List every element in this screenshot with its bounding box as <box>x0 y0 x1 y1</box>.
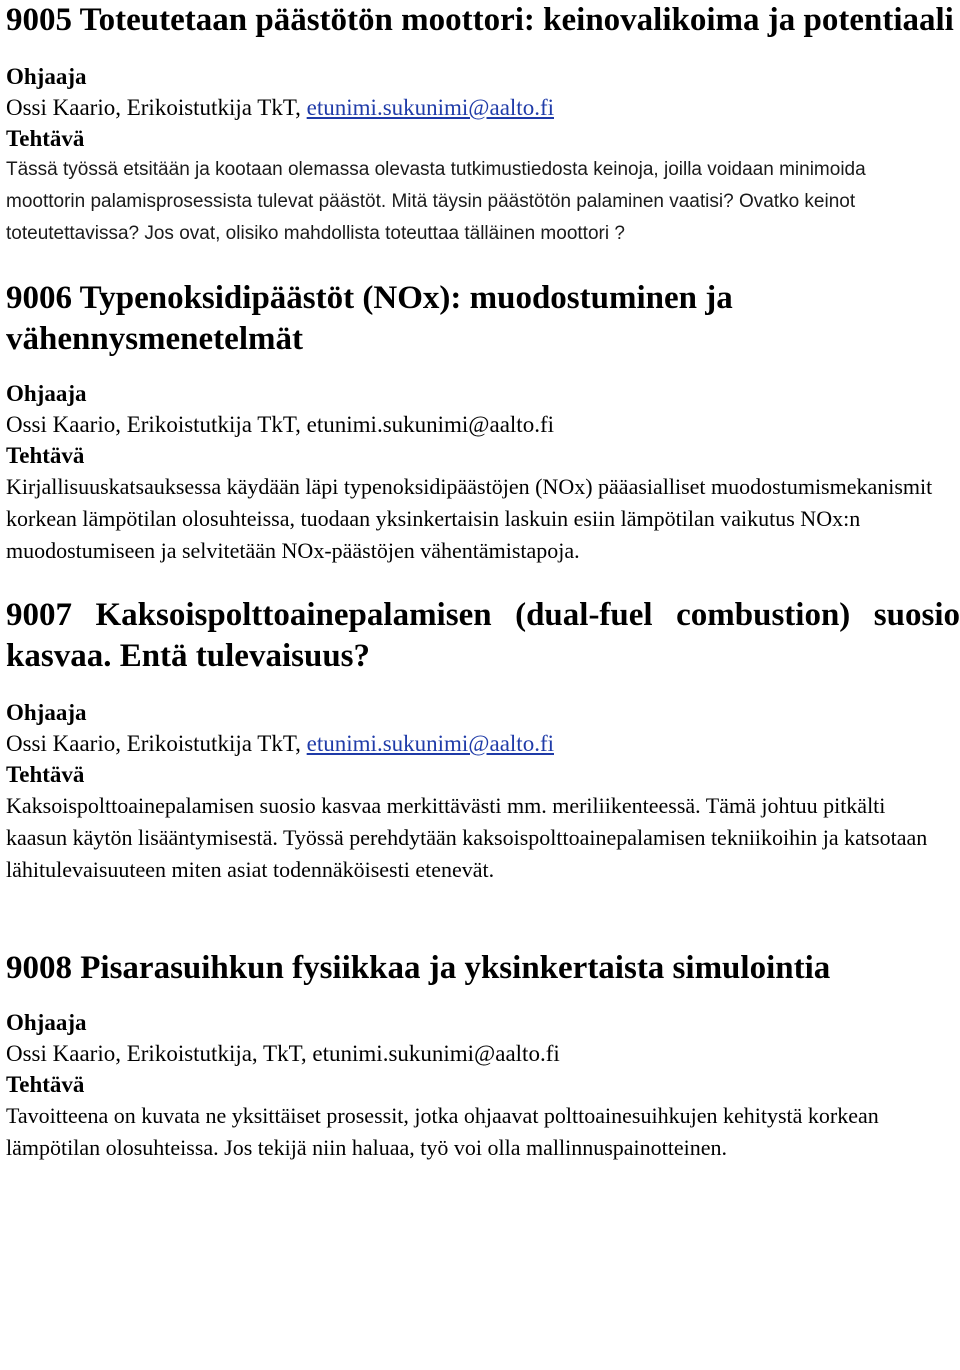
project-9007 <box>6 595 960 886</box>
supervisor-name: Ossi Kaario, Erikoistutkija, TkT, <box>6 1041 313 1066</box>
supervisor-line <box>6 409 960 440</box>
supervisor-label: Ohjaaja <box>6 64 87 89</box>
supervisor-label: Ohjaaja <box>6 700 87 725</box>
email-link[interactable]: etunimi.sukunimi@aalto.fi <box>306 731 554 756</box>
project-title: 9008 Pisarasuihkun fysiikkaa ja yksinkertaista simulointia <box>6 950 831 986</box>
supervisor-line <box>6 1038 960 1069</box>
email-link[interactable]: etunimi.sukunimi@aalto.fi <box>306 95 554 120</box>
task-label: Tehtävä <box>6 443 85 468</box>
task-label: Tehtävä <box>6 1072 85 1097</box>
task-label: Tehtävä <box>6 126 85 151</box>
project-9008 <box>6 948 960 1164</box>
supervisor-name: Ossi Kaario, Erikoistutkija TkT, <box>6 731 307 756</box>
supervisor-label: Ohjaaja <box>6 381 87 406</box>
supervisor-line <box>6 92 960 123</box>
project-9005 <box>6 0 960 250</box>
project-9006 <box>6 278 960 567</box>
project-title: 9005 Toteutetaan päästötön moottori: keinovalikoima ja potentiaali <box>6 2 954 38</box>
task-text: Kaksoispolttoainepalamisen suosio kasvaa merkittävästi mm. meriliikenteessä. Tämä johtuu pitkälti kaasun käytön lisääntymisestä. Työssä perehdytään kaksoispolttoainepalamisen tekniikoihin ja katsotaan lähitulevaisuuteen miten asiat todennäköisesti etenevät. <box>6 793 928 882</box>
task-text: Kirjallisuuskatsauksessa käydään läpi typenoksidipäästöjen (NOx) pääasialliset muodostumismekanismit korkean lämpötilan olosuhteissa, tuodaan yksinkertaisin laskuin esiin lämpötilan vaikutus NOx:n muodostumiseen ja selvitetään NOx-päästöjen vähentämistapoja. <box>6 474 933 563</box>
document-page <box>6 0 960 1164</box>
email-link[interactable]: etunimi.sukunimi@aalto.fi <box>312 1041 560 1066</box>
supervisor-name: Ossi Kaario, Erikoistutkija TkT, <box>6 412 307 437</box>
project-title: 9006 Typenoksidipäästöt (NOx): muodostuminen ja vähennysmenetelmät <box>6 280 733 357</box>
email-link[interactable]: etunimi.sukunimi@aalto.fi <box>306 412 554 437</box>
project-title: 9007 Kaksoispolttoainepalamisen (dual-fuel combustion) suosio kasvaa. Entä tulevaisuus? <box>6 597 960 674</box>
supervisor-name: Ossi Kaario, Erikoistutkija TkT, <box>6 95 307 120</box>
task-text: Tässä työssä etsitään ja kootaan olemassa olevasta tutkimustiedosta keinoja, joilla voidaan minimoida moottorin palamisprosessista tulevat päästöt. Mitä täysin päästötön palaminen vaatisi? Ovatko keinot toteutettavissa? Jos ovat, olisiko mahdollista toteuttaa tälläinen moottori ? <box>6 159 866 244</box>
supervisor-line <box>6 728 960 759</box>
supervisor-label: Ohjaaja <box>6 1010 87 1035</box>
task-text: Tavoitteena on kuvata ne yksittäiset prosessit, jotka ohjaavat polttoainesuihkujen kehitystä korkean lämpötilan olosuhteissa. Jos tekijä niin haluaa, työ voi olla mallinnuspainotteinen. <box>6 1103 879 1160</box>
task-label: Tehtävä <box>6 762 85 787</box>
